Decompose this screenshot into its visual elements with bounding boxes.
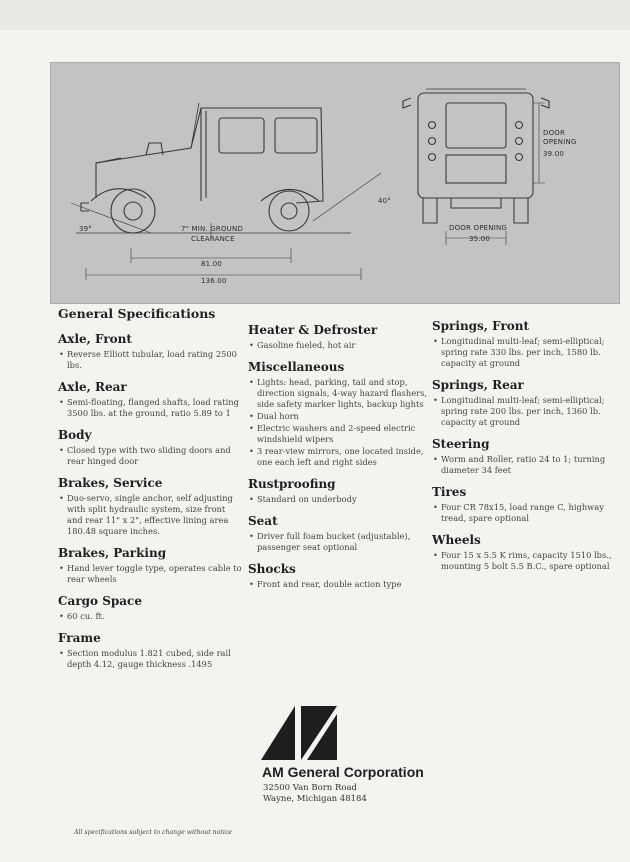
spec-list xyxy=(248,579,433,590)
spec-item: • Driver full foam bucket (adjustable), passenger seat optional xyxy=(248,531,433,553)
spec-list xyxy=(58,349,243,371)
spec-heading: Springs, Rear xyxy=(432,378,524,392)
spec-item: • Hand lever toggle type, operates cable to rear wheels xyxy=(58,563,243,585)
spec-section xyxy=(432,378,617,428)
spec-section xyxy=(58,546,243,585)
spec-heading: Rustproofing xyxy=(248,477,336,491)
spec-list xyxy=(58,445,243,467)
spec-heading: Heater & Defroster xyxy=(248,323,378,337)
door-opening-vertical-label-1: DOOR xyxy=(543,129,566,137)
spec-item: • Lights: head, parking, tail and stop, direction signals, 4-way hazard flashers, side safety marker lights, backup lights xyxy=(248,377,433,410)
am-general-logo xyxy=(261,706,341,760)
spec-item: • Longitudinal multi-leaf; semi-elliptical; spring rate 330 lbs. per inch, 1580 lb. capacity at ground xyxy=(432,336,617,369)
spec-list xyxy=(248,340,433,351)
spec-heading: Springs, Front xyxy=(432,319,530,333)
spec-section xyxy=(58,631,243,670)
wheelbase-label: 81.00 xyxy=(201,260,223,268)
spec-heading: Tires xyxy=(432,485,467,499)
spec-list xyxy=(58,648,243,670)
spec-column-3 xyxy=(432,319,617,581)
spec-column-1 xyxy=(58,332,243,679)
spec-section xyxy=(248,477,433,505)
spec-item: • Semi-floating, flanged shafts, load rating 3500 lbs. at the ground, ratio 5.89 to 1 xyxy=(58,397,243,419)
spec-list xyxy=(432,336,617,369)
spec-section xyxy=(432,437,617,476)
spec-heading: Brakes, Service xyxy=(58,476,163,490)
spec-item: • Reverse Elliott tubular, load rating 2500 lbs. xyxy=(58,349,243,371)
spec-heading: Axle, Rear xyxy=(58,380,127,394)
spec-section xyxy=(58,380,243,419)
spec-item: • Gasoline fueled, hot air xyxy=(248,340,433,351)
spec-item: • Closed type with two sliding doors and rear hinged door xyxy=(58,445,243,467)
spec-section xyxy=(432,533,617,572)
spec-list xyxy=(248,377,433,468)
spec-section xyxy=(248,514,433,553)
spec-section xyxy=(58,594,243,622)
spec-section xyxy=(58,428,243,467)
spec-item: • Duo-servo, single anchor, self adjusting with split hydraulic system, size front and rear 11" x 2", effective lining area 180.48 square inches. xyxy=(58,493,243,537)
spec-list xyxy=(248,494,433,505)
ground-clearance-label-2: CLEARANCE xyxy=(191,235,235,243)
ground-clearance-label-1: 7" MIN. GROUND xyxy=(181,225,244,233)
spec-column-2 xyxy=(248,323,433,599)
spec-item: • 60 cu. ft. xyxy=(58,611,243,622)
spec-heading: Seat xyxy=(248,514,278,528)
spec-item: • Four 15 x 5.5 K rims, capacity 1510 lbs., mounting 5 bolt 5.5 B.C., spare optional xyxy=(432,550,617,572)
door-opening-vertical-label-2: OPENING xyxy=(543,138,577,146)
door-opening-vertical-value: 39.00 xyxy=(543,150,565,158)
company-name: AM General Corporation xyxy=(262,764,424,780)
spec-list xyxy=(58,563,243,585)
address-line-2: Wayne, Michigan 48184 xyxy=(263,794,367,804)
spec-section xyxy=(58,332,243,371)
spec-item: • Dual horn xyxy=(248,411,433,422)
address-line-1: 32500 Van Born Road xyxy=(263,783,357,793)
footnote: All specifications subject to change without notice xyxy=(74,829,232,836)
spec-heading: Shocks xyxy=(248,562,296,576)
overall-length-label: 136.00 xyxy=(201,277,227,285)
spec-heading: Body xyxy=(58,428,92,442)
spec-heading: Steering xyxy=(432,437,490,451)
spec-item: • Four CR 78x15, load range C, highway tread, spare optional xyxy=(432,502,617,524)
spec-list xyxy=(58,493,243,537)
spec-heading: Brakes, Parking xyxy=(58,546,167,560)
vehicle-drawing-svg xyxy=(51,63,619,303)
spec-item: • Worm and Roller, ratio 24 to 1; turning diameter 34 feet xyxy=(432,454,617,476)
spec-list xyxy=(58,611,243,622)
spec-item: • Electric washers and 2-speed electric windshield wipers xyxy=(248,423,433,445)
door-opening-width-value: 35.00 xyxy=(469,235,491,243)
spec-heading: Frame xyxy=(58,631,101,645)
spec-section xyxy=(432,485,617,524)
spec-list xyxy=(432,550,617,572)
page-top-edge xyxy=(0,0,630,30)
spec-list xyxy=(58,397,243,419)
spec-item: • Standard on underbody xyxy=(248,494,433,505)
angle-front-label: 39° xyxy=(79,225,93,233)
spec-heading: Miscellaneous xyxy=(248,360,345,374)
vehicle-dimension-drawing xyxy=(50,62,620,304)
spec-section xyxy=(432,319,617,369)
door-opening-width-label: DOOR OPENING xyxy=(449,224,508,232)
spec-section xyxy=(248,562,433,590)
spec-list xyxy=(432,502,617,524)
spec-section xyxy=(58,476,243,537)
spec-list xyxy=(248,531,433,553)
spec-heading: Cargo Space xyxy=(58,594,142,608)
spec-list xyxy=(432,395,617,428)
spec-heading: Axle, Front xyxy=(58,332,132,346)
spec-item: • Front and rear, double action type xyxy=(248,579,433,590)
spec-item: • Section modulus 1.821 cubed, side rail depth 4.12, gauge thickness .1495 xyxy=(58,648,243,670)
spec-heading: Wheels xyxy=(432,533,481,547)
angle-rear-label: 40° xyxy=(378,197,392,205)
general-specifications-title: General Specifications xyxy=(58,306,216,321)
spec-item: • Longitudinal multi-leaf; semi-elliptical; spring rate 200 lbs. per inch, 1360 lb. capacity at ground xyxy=(432,395,617,428)
spec-section xyxy=(248,323,433,351)
company-address xyxy=(263,783,367,805)
spec-section xyxy=(248,360,433,468)
spec-list xyxy=(432,454,617,476)
spec-item: • 3 rear-view mirrors, one located inside, one each left and right sides xyxy=(248,446,433,468)
